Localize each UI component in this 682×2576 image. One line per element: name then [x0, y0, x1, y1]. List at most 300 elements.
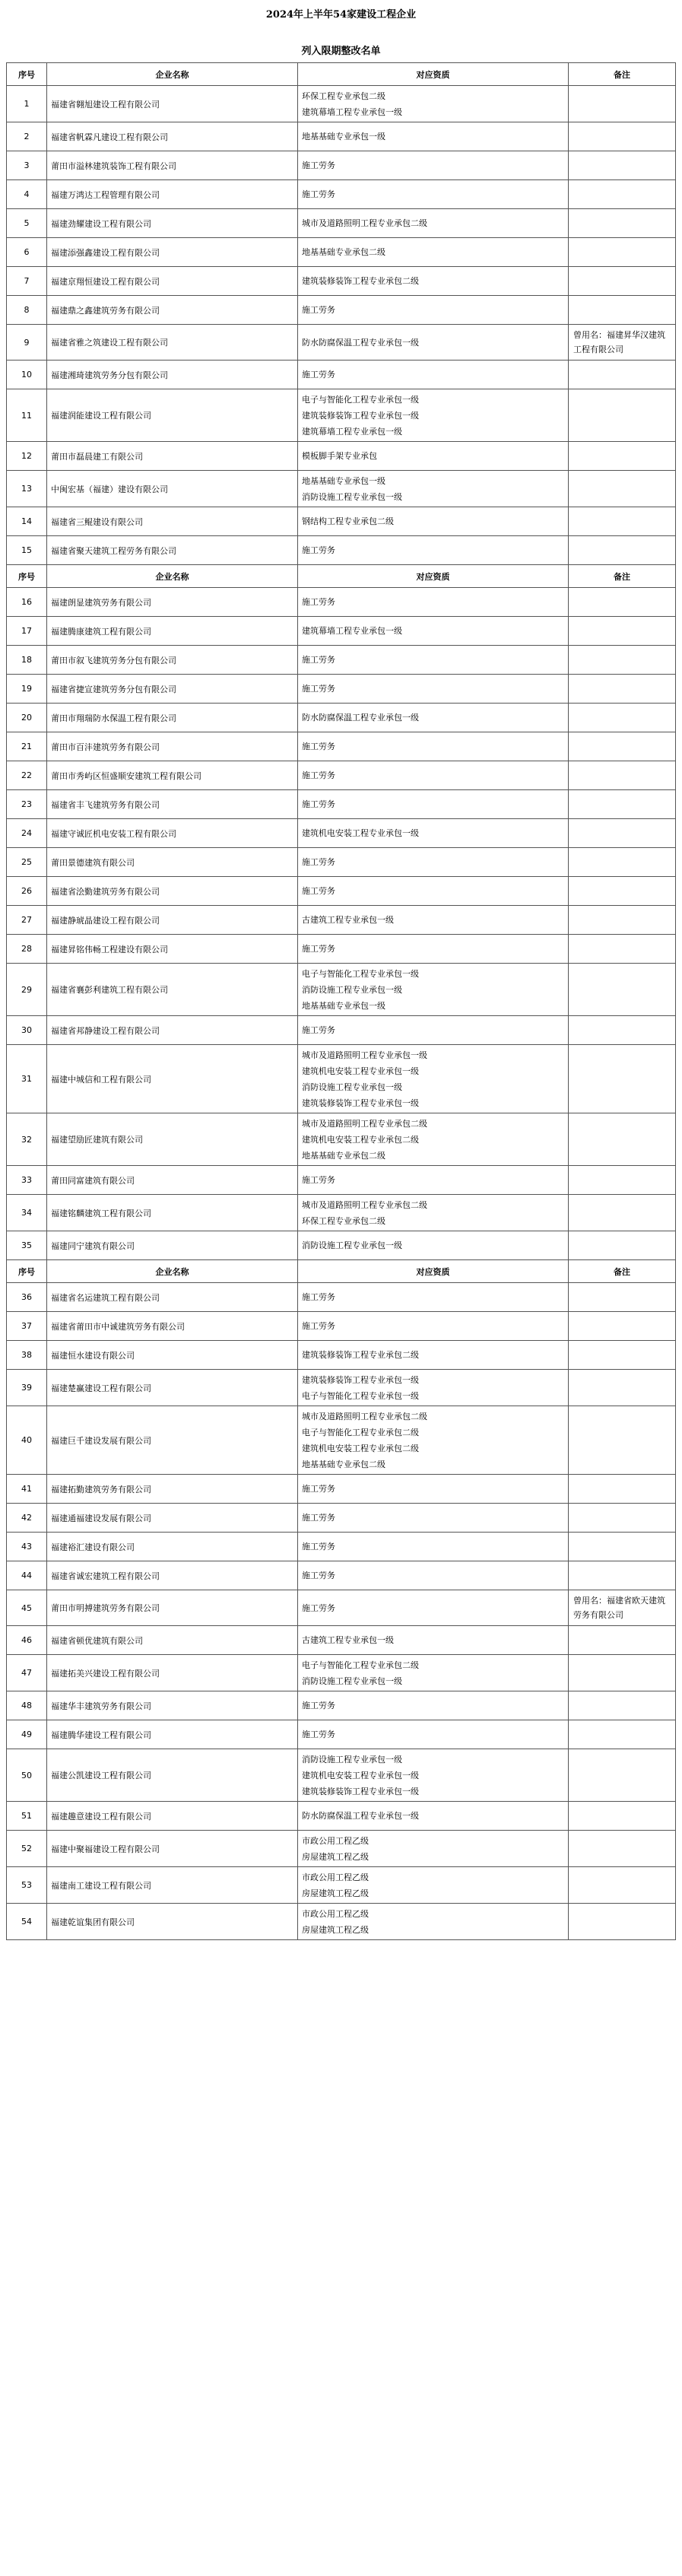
row-number: 30 [7, 1016, 47, 1045]
qualification-cell [298, 325, 569, 361]
note-cell [569, 1561, 676, 1590]
row-number: 22 [7, 761, 47, 790]
note-cell [569, 1195, 676, 1231]
header-row [7, 565, 676, 588]
qualification-cell [298, 1533, 569, 1561]
qualification-cell [298, 1655, 569, 1691]
table-row [7, 1283, 676, 1312]
row-number: 13 [7, 471, 47, 507]
qualification-item: 地基基础专业承包一级 [302, 475, 385, 486]
qualification-cell [298, 732, 569, 761]
row-number: 50 [7, 1749, 47, 1802]
table-row [7, 361, 676, 389]
row-number: 29 [7, 964, 47, 1016]
company-name: 福建南工建设工程有限公司 [47, 1867, 298, 1904]
company-name: 福建裕汇建设有限公司 [47, 1533, 298, 1561]
qualification-item: 消防设施工程专业承包一级 [302, 491, 402, 502]
company-name: 福建省邦静建设工程有限公司 [47, 1016, 298, 1045]
qualification-item: 城市及道路照明工程专业承包二级 [302, 218, 427, 228]
row-number: 54 [7, 1904, 47, 1940]
table-row [7, 1867, 676, 1904]
note-cell [569, 1720, 676, 1749]
qualification-item: 建筑装修装饰工程专业承包一级 [302, 1786, 419, 1796]
table-row [7, 848, 676, 877]
company-name: 福建湘琦建筑劳务分包有限公司 [47, 361, 298, 389]
row-number: 44 [7, 1561, 47, 1590]
table-row [7, 1590, 676, 1626]
table-row [7, 732, 676, 761]
company-name: 福建万鸿达工程管理有限公司 [47, 180, 298, 209]
header-name: 企业名称 [47, 1260, 298, 1283]
company-name: 中闽宏基（福建）建设有限公司 [47, 471, 298, 507]
qualification-item: 建筑机电安装工程专业承包二级 [302, 1134, 419, 1145]
company-name: 福建省帆霖凡建设工程有限公司 [47, 122, 298, 151]
qualification-cell [298, 1867, 569, 1904]
note-cell [569, 1904, 676, 1940]
qualification-item: 城市及道路照明工程专业承包一级 [302, 1050, 427, 1060]
row-number: 40 [7, 1406, 47, 1475]
qualification-cell [298, 877, 569, 906]
table-row [7, 761, 676, 790]
header-qual: 对应资质 [298, 63, 569, 86]
qualification-item: 地基基础专业承包二级 [302, 247, 385, 257]
qualification-item: 施工劳务 [302, 1484, 335, 1494]
note-cell [569, 389, 676, 442]
row-number: 31 [7, 1045, 47, 1113]
table-row [7, 588, 676, 617]
note-cell [569, 1504, 676, 1533]
qualification-item: 建筑幕墙工程专业承包一级 [302, 626, 402, 636]
note-cell [569, 1831, 676, 1867]
note-cell [569, 1533, 676, 1561]
table-row [7, 507, 676, 536]
qualification-item: 房屋建筑工程乙级 [302, 1888, 369, 1898]
table-row [7, 86, 676, 122]
row-number: 47 [7, 1655, 47, 1691]
qualification-cell [298, 389, 569, 442]
row-number: 8 [7, 296, 47, 325]
qualification-cell [298, 646, 569, 675]
company-name: 福建省襄彭利建筑工程有限公司 [47, 964, 298, 1016]
table-row [7, 1720, 676, 1749]
qualification-cell [298, 122, 569, 151]
qualification-item: 施工劳务 [302, 770, 335, 780]
table-row [7, 1561, 676, 1590]
qualification-item: 建筑机电安装工程专业承包一级 [302, 1770, 419, 1780]
qualification-item: 地基基础专业承包二级 [302, 1459, 385, 1469]
table-row [7, 1749, 676, 1802]
company-name: 莆田市明搏建筑劳务有限公司 [47, 1590, 298, 1626]
note-cell [569, 848, 676, 877]
table-row [7, 389, 676, 442]
note-cell [569, 1626, 676, 1655]
qualification-cell [298, 1691, 569, 1720]
qualification-item: 电子与智能化工程专业承包二级 [302, 1660, 419, 1670]
company-name: 福建省雅之筑建设工程有限公司 [47, 325, 298, 361]
company-name: 福建省诚宏建筑工程有限公司 [47, 1561, 298, 1590]
qualification-cell [298, 1312, 569, 1341]
row-number: 46 [7, 1626, 47, 1655]
table-row [7, 471, 676, 507]
qualification-item: 施工劳务 [302, 370, 335, 380]
company-name: 福建省丰飞建筑劳务有限公司 [47, 790, 298, 819]
note-cell [569, 1475, 676, 1504]
table-row [7, 877, 676, 906]
row-number: 7 [7, 267, 47, 296]
row-number: 16 [7, 588, 47, 617]
qualification-item: 建筑机电安装工程专业承包一级 [302, 1066, 419, 1076]
qualification-item: 施工劳务 [302, 886, 335, 896]
company-name: 福建省浍勤建筑劳务有限公司 [47, 877, 298, 906]
qualification-cell [298, 1626, 569, 1655]
qualification-cell [298, 1749, 569, 1802]
qualification-cell [298, 1113, 569, 1166]
qualification-cell [298, 617, 569, 646]
qualification-item: 施工劳务 [302, 742, 335, 751]
company-name: 福建拓美兴建设工程有限公司 [47, 1655, 298, 1691]
qualification-item: 地基基础专业承包二级 [302, 1150, 385, 1161]
note-cell [569, 536, 676, 565]
qualification-item: 消防设施工程专业承包一级 [302, 1676, 402, 1686]
company-name: 福建省捷宣建筑劳务分包有限公司 [47, 675, 298, 704]
qualification-item: 建筑装修装饰工程专业承包一级 [302, 1374, 419, 1385]
qualification-item: 防水防腐保温工程专业承包一级 [302, 337, 419, 348]
note-cell [569, 122, 676, 151]
row-number: 34 [7, 1195, 47, 1231]
company-name: 莆田同富建筑有限公司 [47, 1166, 298, 1195]
qualification-cell [298, 1370, 569, 1406]
table-row [7, 1626, 676, 1655]
table-row [7, 1533, 676, 1561]
table-row [7, 1370, 676, 1406]
row-number: 15 [7, 536, 47, 565]
qualification-item: 地基基础专业承包一级 [302, 1000, 385, 1011]
note-cell [569, 1802, 676, 1831]
qualification-cell [298, 471, 569, 507]
note-cell [569, 675, 676, 704]
table-row [7, 935, 676, 964]
note-cell [569, 1113, 676, 1166]
qualification-cell [298, 442, 569, 471]
note-cell [569, 588, 676, 617]
row-number: 2 [7, 122, 47, 151]
header-row [7, 1260, 676, 1283]
qualification-item: 施工劳务 [302, 545, 335, 555]
qualification-cell [298, 704, 569, 732]
qualification-cell [298, 536, 569, 565]
company-name: 福建趣意建设工程有限公司 [47, 1802, 298, 1831]
company-name: 莆田景德建筑有限公司 [47, 848, 298, 877]
note-cell [569, 761, 676, 790]
qualification-cell [298, 209, 569, 238]
row-number: 17 [7, 617, 47, 646]
table-row [7, 442, 676, 471]
qualification-item: 城市及道路照明工程专业承包二级 [302, 1118, 427, 1129]
company-name: 福建省顿优建筑有限公司 [47, 1626, 298, 1655]
qualification-item: 施工劳务 [302, 1701, 335, 1710]
qualification-item: 模板脚手架专业承包 [302, 451, 377, 461]
note-cell [569, 151, 676, 180]
header-name: 企业名称 [47, 63, 298, 86]
note-cell [569, 704, 676, 732]
note-cell [569, 1370, 676, 1406]
qualification-cell [298, 819, 569, 848]
qualification-cell [298, 180, 569, 209]
qualification-item: 施工劳务 [302, 1571, 335, 1580]
table-row [7, 267, 676, 296]
header-no: 序号 [7, 1260, 47, 1283]
table-row [7, 675, 676, 704]
qualification-item: 施工劳务 [302, 655, 335, 665]
company-name: 福建朗显建筑劳务有限公司 [47, 588, 298, 617]
row-number: 41 [7, 1475, 47, 1504]
table-row [7, 1904, 676, 1940]
document-subtitle: 列入限期整改名单 [301, 46, 381, 57]
company-name: 福建公凯建设工程有限公司 [47, 1749, 298, 1802]
note-cell [569, 617, 676, 646]
qualification-item: 消防设施工程专业承包一级 [302, 984, 402, 995]
company-name: 福建京翔恒建设工程有限公司 [47, 267, 298, 296]
note-cell [569, 507, 676, 536]
qualification-cell [298, 1475, 569, 1504]
note-cell [569, 1749, 676, 1802]
qualification-item: 电子与智能化工程专业承包一级 [302, 968, 419, 979]
note-cell [569, 180, 676, 209]
row-number: 3 [7, 151, 47, 180]
note-cell [569, 906, 676, 935]
qualification-item: 建筑幕墙工程专业承包一级 [302, 426, 402, 437]
company-name: 莆田市溢林建筑装饰工程有限公司 [47, 151, 298, 180]
qualification-item: 电子与智能化工程专业承包一级 [302, 1390, 419, 1401]
table-row [7, 1691, 676, 1720]
row-number: 53 [7, 1867, 47, 1904]
qualification-cell [298, 267, 569, 296]
company-name: 福建巨千建设发展有限公司 [47, 1406, 298, 1475]
company-name: 莆田市叙飞建筑劳务分包有限公司 [47, 646, 298, 675]
qualification-item: 施工劳务 [302, 944, 335, 954]
table-row [7, 1231, 676, 1260]
qualification-item: 地基基础专业承包一级 [302, 132, 385, 141]
row-number: 4 [7, 180, 47, 209]
qualification-cell [298, 1504, 569, 1533]
table-row [7, 1802, 676, 1831]
header-note: 备注 [569, 565, 676, 588]
qualification-item: 电子与智能化工程专业承包二级 [302, 1427, 419, 1437]
table-row [7, 238, 676, 267]
qualification-cell [298, 1406, 569, 1475]
qualification-cell [298, 1166, 569, 1195]
note-cell [569, 1655, 676, 1691]
table-row [7, 617, 676, 646]
header-row [7, 63, 676, 86]
note-cell [569, 935, 676, 964]
qualification-item: 施工劳务 [302, 1025, 335, 1035]
note-cell [569, 1166, 676, 1195]
qualification-cell [298, 1802, 569, 1831]
row-number: 26 [7, 877, 47, 906]
company-name: 莆田市百沣建筑劳务有限公司 [47, 732, 298, 761]
table-row [7, 1045, 676, 1113]
qualification-cell [298, 675, 569, 704]
qualification-cell [298, 906, 569, 935]
table-row [7, 1655, 676, 1691]
table-row [7, 906, 676, 935]
note-cell [569, 646, 676, 675]
row-number: 14 [7, 507, 47, 536]
company-name: 福建乾谊集团有限公司 [47, 1904, 298, 1940]
note-cell [569, 1231, 676, 1260]
qualification-cell [298, 1283, 569, 1312]
qualification-cell [298, 1831, 569, 1867]
table-row [7, 790, 676, 819]
company-name: 福建望励匠建筑有限公司 [47, 1113, 298, 1166]
row-number: 5 [7, 209, 47, 238]
qualification-cell [298, 1231, 569, 1260]
company-name: 福建腾康建筑工程有限公司 [47, 617, 298, 646]
note-cell: 曾用名：福建昇华汉建筑工程有限公司 [569, 325, 676, 361]
table-row [7, 1831, 676, 1867]
qualification-item: 施工劳务 [302, 305, 335, 315]
note-cell [569, 964, 676, 1016]
table-body [7, 63, 676, 1940]
qualification-item: 城市及道路照明工程专业承包二级 [302, 1199, 427, 1210]
qualification-cell [298, 790, 569, 819]
qualification-cell [298, 86, 569, 122]
company-name: 福建中城信和工程有限公司 [47, 1045, 298, 1113]
note-cell [569, 86, 676, 122]
qualification-cell [298, 1904, 569, 1940]
qualification-item: 市政公用工程乙级 [302, 1908, 369, 1919]
qualification-item: 消防设施工程专业承包一级 [302, 1754, 402, 1764]
company-name: 福建省三鲲建设有限公司 [47, 507, 298, 536]
qualification-item: 防水防腐保温工程专业承包一级 [302, 713, 419, 723]
row-number: 38 [7, 1341, 47, 1370]
qualification-item: 建筑幕墙工程专业承包一级 [302, 106, 402, 117]
qualification-item: 环保工程专业承包二级 [302, 91, 385, 101]
qualification-cell [298, 1195, 569, 1231]
qualification-item: 房屋建筑工程乙级 [302, 1851, 369, 1862]
row-number: 19 [7, 675, 47, 704]
table-row [7, 1406, 676, 1475]
company-name: 福建鼎之鑫建筑劳务有限公司 [47, 296, 298, 325]
qualification-cell [298, 1016, 569, 1045]
note-cell [569, 1341, 676, 1370]
header-qual: 对应资质 [298, 565, 569, 588]
qualification-item: 施工劳务 [302, 1175, 335, 1185]
qualification-item: 施工劳务 [302, 1513, 335, 1523]
row-number: 37 [7, 1312, 47, 1341]
company-name: 莆田市翔瑞防水保温工程有限公司 [47, 704, 298, 732]
row-number: 33 [7, 1166, 47, 1195]
qualification-cell [298, 238, 569, 267]
qualification-item: 建筑机电安装工程专业承包一级 [302, 828, 419, 838]
note-cell [569, 361, 676, 389]
row-number: 18 [7, 646, 47, 675]
row-number: 27 [7, 906, 47, 935]
company-name: 福建中聚福建设工程有限公司 [47, 1831, 298, 1867]
note-cell [569, 1283, 676, 1312]
table-row [7, 964, 676, 1016]
row-number: 35 [7, 1231, 47, 1260]
qualification-item: 建筑装修装饰工程专业承包一级 [302, 1097, 419, 1108]
table-row [7, 819, 676, 848]
table-row [7, 1312, 676, 1341]
qualification-cell [298, 361, 569, 389]
qualification-item: 防水防腐保温工程专业承包一级 [302, 1811, 419, 1821]
note-cell [569, 209, 676, 238]
qualification-cell [298, 588, 569, 617]
qualification-cell [298, 1561, 569, 1590]
note-cell [569, 471, 676, 507]
row-number: 21 [7, 732, 47, 761]
row-number: 9 [7, 325, 47, 361]
table-row [7, 1341, 676, 1370]
row-number: 36 [7, 1283, 47, 1312]
qualification-item: 消防设施工程专业承包一级 [302, 1082, 402, 1092]
company-name: 福建昇铭伟畅工程建设有限公司 [47, 935, 298, 964]
table-row [7, 1016, 676, 1045]
header-no: 序号 [7, 565, 47, 588]
row-number: 12 [7, 442, 47, 471]
qualification-item: 施工劳务 [302, 684, 335, 694]
row-number: 10 [7, 361, 47, 389]
qualification-item: 环保工程专业承包二级 [302, 1215, 385, 1226]
qualification-item: 房屋建筑工程乙级 [302, 1924, 369, 1935]
header-note: 备注 [569, 63, 676, 86]
company-name: 福建省莆田市中诚建筑劳务有限公司 [47, 1312, 298, 1341]
note-cell [569, 1406, 676, 1475]
note-cell [569, 1691, 676, 1720]
note-cell [569, 819, 676, 848]
qualification-item: 古建筑工程专业承包一级 [302, 915, 394, 925]
note-cell [569, 790, 676, 819]
qualification-item: 施工劳务 [302, 189, 335, 199]
qualification-item: 市政公用工程乙级 [302, 1835, 369, 1846]
qualification-item: 建筑装修装饰工程专业承包二级 [302, 276, 419, 286]
rectification-table [6, 62, 676, 1940]
note-cell [569, 238, 676, 267]
qualification-cell [298, 296, 569, 325]
table-row [7, 1113, 676, 1166]
row-number: 52 [7, 1831, 47, 1867]
qualification-item: 施工劳务 [302, 1602, 335, 1613]
qualification-item: 建筑机电安装工程专业承包二级 [302, 1443, 419, 1453]
note-cell [569, 296, 676, 325]
qualification-item: 施工劳务 [302, 1292, 335, 1302]
company-name: 福建守诚匠机电安装工程有限公司 [47, 819, 298, 848]
qualification-item: 电子与智能化工程专业承包一级 [302, 394, 419, 405]
qualification-cell [298, 935, 569, 964]
table-row [7, 180, 676, 209]
row-number: 43 [7, 1533, 47, 1561]
table-row [7, 151, 676, 180]
document-title: 2024年上半年54家建设工程企业 [265, 9, 417, 21]
note-cell [569, 267, 676, 296]
qualification-item: 钢结构工程专业承包二级 [302, 516, 394, 526]
company-name: 福建同宁建筑有限公司 [47, 1231, 298, 1260]
table-row [7, 1504, 676, 1533]
note-cell [569, 1045, 676, 1113]
company-name: 福建楚赢建设工程有限公司 [47, 1370, 298, 1406]
header-name: 企业名称 [47, 565, 298, 588]
table-row [7, 704, 676, 732]
row-number: 32 [7, 1113, 47, 1166]
row-number: 20 [7, 704, 47, 732]
row-number: 48 [7, 1691, 47, 1720]
qualification-item: 古建筑工程专业承包一级 [302, 1635, 394, 1645]
table-row [7, 296, 676, 325]
qualification-item: 建筑装修装饰工程专业承包二级 [302, 1350, 419, 1360]
